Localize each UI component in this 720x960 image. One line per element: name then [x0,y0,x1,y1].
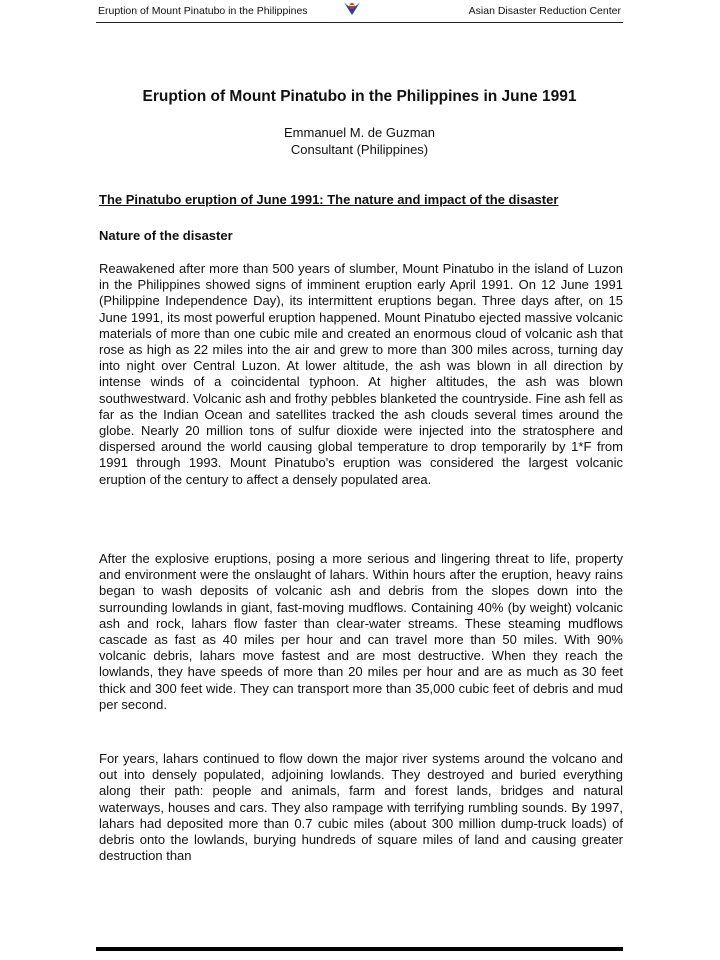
paragraph: For years, lahars continued to flow down the major river systems around the volcano and out into densely populated, adjoining lowlands. They destroyed and buried everything along their path: people and animals, farm and forest lands, bridges and natural waterways, houses and cars. They also rampage with terrifying rumbling sounds. By 1997, lahars had deposited more than 0.7 cubic miles (about 300 million dump-truck loads) of debris onto the lowlands, burying hundreds of square miles of land and causing greater destruction than [99,751,623,864]
adrc-logo-icon [342,0,362,16]
section-title: The Pinatubo eruption of June 1991: The nature and impact of the disaster [99,192,559,207]
header-right-text: Asian Disaster Reduction Center [468,5,621,17]
author-role: Consultant (Philippines) [290,142,429,157]
footer-rule [96,947,623,951]
author-name: Emmanuel M. de Guzman [283,125,435,140]
page-header [96,0,623,23]
paragraph: Reawakened after more than 500 years of slumber, Mount Pinatubo in the island of Luzon in the Philippines showed signs of imminent eruption early April 1991. On 12 June 1991 (Philippine Independence Day), its intermittent eruptions began. Three days after, on 15 June 1991, its most powerful eruption happened. Mount Pinatubo ejected massive volcanic materials of more than one cubic mile and created an enormous cloud of volcanic ash that rose as high as 22 miles into the air and grew to more than 300 miles across, turning day into night over Central Luzon. At lower altitude, the ash was blown in all direction by intense winds of a coincidental typhoon. At higher altitudes, the ash was blown southwestward. Volcanic ash and frothy pebbles blanketed the countryside. Fine ash fell as far as the Indian Ocean and satellites tracked the ash clouds several times around the globe. Nearly 20 million tons of sulfur dioxide were injected into the stratosphere and dispersed around the world causing global temperature to drop temporarily by 1*F from 1991 through 1993. Mount Pinatubo's eruption was considered the largest volcanic eruption of the century to affect a densely populated area. [99,261,623,487]
paragraph: After the explosive eruptions, posing a more serious and lingering threat to life, property and environment were the onslaught of lahars. Within hours after the eruption, heavy rains began to wash deposits of volcanic ash and debris from the slopes down into the surrounding lowlands in giant, fast-moving mudflows. Containing 40% (by weight) volcanic ash and rock, lahars flow faster than clear-water streams. These steaming mudflows cascade as fast as 40 miles per hour and can travel more than 50 miles. With 90% volcanic debris, lahars move fastest and are most destructive. When they reach the lowlands, they have speeds of more than 20 miles per hour and are as much as 30 feet thick and 300 feet wide. They can transport more than 35,000 cubic feet of debris and mud per second. [99,551,623,712]
header-left-text: Eruption of Mount Pinatubo in the Philippines [98,5,308,17]
document-title: Eruption of Mount Pinatubo in the Philippines in June 1991 [142,88,577,105]
subheading: Nature of the disaster [99,228,233,243]
